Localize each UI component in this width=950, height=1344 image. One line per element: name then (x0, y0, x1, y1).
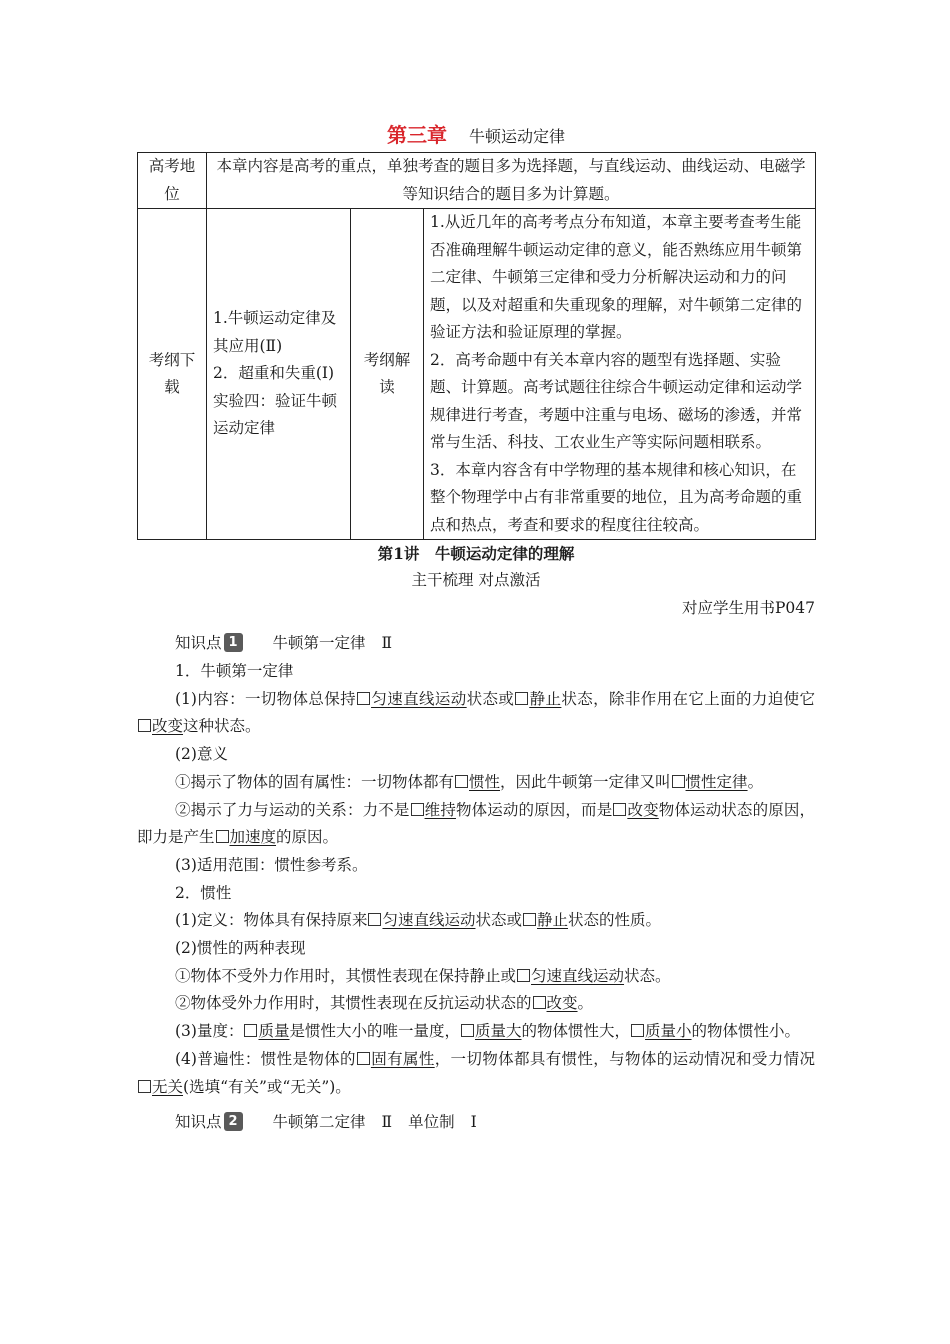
paragraph: (2)惯性的两种表现 (175, 939, 306, 958)
section-heading: 2．惯性 (175, 883, 232, 902)
blank-box (523, 913, 536, 926)
paragraph: ①物体不受外力作用时，其惯性表现在保持静止或 匀速直线运动状态。 (175, 966, 671, 985)
blank-box (357, 692, 370, 705)
outline-item: 实验四：验证牛顿运动定律 (213, 391, 338, 438)
chapter-title (137, 118, 815, 152)
answer-blank: 静止 (537, 911, 569, 930)
syllabus-interpretation (424, 209, 816, 540)
blank-box (455, 775, 468, 788)
kp-title: 牛顿第二定律 (272, 1113, 366, 1132)
blank-box (216, 830, 229, 843)
blank-box (357, 1052, 370, 1065)
interpretation-item: 3．本章内容含有中学物理的基本规律和核心知识，在整个物理学中占有非常重要的地位，且为高考命题的重点和热点，考查和要求的程度往往较高。 (430, 460, 803, 534)
page (137, 118, 815, 1137)
blank-box (138, 1080, 151, 1093)
chapter-number: 第三章 (386, 123, 447, 147)
knowledge-point-heading (137, 1107, 815, 1137)
exam-info-table (137, 152, 816, 540)
chapter-name: 牛顿运动定律 (468, 127, 565, 146)
answer-blank: 加速度 (229, 828, 277, 847)
blank-box (411, 803, 424, 816)
blank-box (368, 913, 381, 926)
answer-blank: 无关 (152, 1077, 184, 1096)
outline-item: 2．超重和失重(Ⅰ) (213, 364, 335, 383)
answer-blank: 改变 (627, 800, 659, 819)
answer-blank: 匀速直线运动 (371, 689, 467, 708)
exam-status-label: 高考地位 (138, 153, 207, 209)
answer-blank: 改变 (546, 994, 578, 1013)
paragraph: ②物体受外力作用时，其惯性表现在反抗运动状态的 改变。 (175, 994, 594, 1013)
blank-box (138, 719, 151, 732)
table-row (138, 209, 816, 540)
blank-box (631, 1024, 644, 1037)
paragraph: (1)定义：物体具有保持原来 匀速直线运动状态或 静止状态的性质。 (175, 911, 662, 930)
lecture-title: 第1讲 牛顿运动定律的理解 (377, 544, 575, 563)
answer-blank: 质量小 (645, 1022, 692, 1041)
kp-level: Ⅱ (381, 634, 393, 652)
kp-title: 牛顿第一定律 (272, 634, 366, 652)
kp-level: Ⅰ (470, 1113, 477, 1132)
paragraph: ①揭示了物体的固有属性：一切物体都有 惯性，因此牛顿第一定律又叫 惯性定律。 (175, 772, 764, 791)
interpretation-item: 2．高考命题中有关本章内容的题型有选择题、实验题、计算题。高考试题往往综合牛顿运动定律和运动学规律进行考查，考题中注重与电场、磁场的渗透，并常常与生活、科技、工农业生产等实际问题相联系。 (430, 350, 803, 451)
answer-blank: 质量大 (475, 1022, 522, 1041)
knowledge-point-heading (137, 628, 815, 658)
blank-box (461, 1024, 474, 1037)
answer-blank: 匀速直线运动 (382, 911, 476, 930)
answer-blank: 质量 (258, 1022, 290, 1041)
interpretation-label: 考纲解读 (351, 209, 424, 540)
paragraph: (1)内容：一切物体总保持 匀速直线运动状态或 静止状态，除非作用在它上面的力迫使它改变这种状态。 (137, 686, 815, 741)
blank-box (613, 803, 626, 816)
blank-box (515, 692, 528, 705)
kp-prefix: 知识点 (175, 634, 222, 652)
syllabus-outline (207, 209, 351, 540)
paragraph: (2)意义 (175, 745, 228, 764)
book-reference: 对应学生用书P047 (681, 599, 815, 617)
answer-blank: 静止 (529, 689, 562, 708)
blank-box (533, 996, 546, 1009)
answer-blank: 惯性 (469, 772, 501, 791)
syllabus-label: 考纲下载 (138, 209, 207, 540)
paragraph: ②揭示了力与运动的关系：力不是 维持物体运动的原因，而是 改变物体运动状态的原因，即力是产生 加速度的原因。 (137, 800, 815, 847)
answer-blank: 维持 (424, 800, 456, 819)
kp-title: 单位制 (408, 1113, 455, 1132)
answer-blank: 惯性定律 (685, 772, 748, 791)
kp-number-badge: 2 (224, 1112, 243, 1131)
exam-status-content: 本章内容是高考的重点，单独考查的题目多为选择题，与直线运动、曲线运动、电磁学等知识结合的题目多为计算题。 (207, 153, 816, 209)
outline-item: 1.牛顿运动定律及其应用(Ⅱ) (213, 309, 337, 355)
kp-level: Ⅱ (381, 1113, 393, 1132)
section-heading: 1．牛顿第一定律 (175, 662, 294, 680)
blank-box (672, 775, 685, 788)
section-subtitle: 主干梳理 对点激活 (411, 571, 541, 589)
paragraph: (3)适用范围：惯性参考系。 (175, 855, 368, 874)
paragraph: (3)量度： 质量是惯性大小的唯一量度， 质量大的物体惯性大， 质量小的物体惯性小。 (175, 1022, 801, 1041)
kp-number-badge: 1 (224, 633, 243, 652)
kp-prefix: 知识点 (175, 1113, 222, 1132)
table-row (138, 153, 816, 209)
answer-blank: 匀速直线运动 (531, 966, 625, 985)
answer-blank: 改变 (152, 717, 184, 736)
interpretation-item: 1.从近几年的高考考点分布知道，本章主要考查考生能否准确理解牛顿运动定律的意义，能否熟练应用牛顿第二定律、牛顿第三定律和受力分析解决运动和力的问题，以及对超重和失重现象的理解，对牛顿第二定律的验证方法和验证原理的掌握。 (430, 213, 803, 341)
paragraph: (4)普遍性：惯性是物体的 固有属性，一切物体都具有惯性，与物体的运动情况和受力情况无关(选填“有关”或“无关”)。 (137, 1046, 815, 1101)
answer-blank: 固有属性 (370, 1049, 435, 1068)
blank-box (517, 969, 530, 982)
blank-box (244, 1024, 257, 1037)
